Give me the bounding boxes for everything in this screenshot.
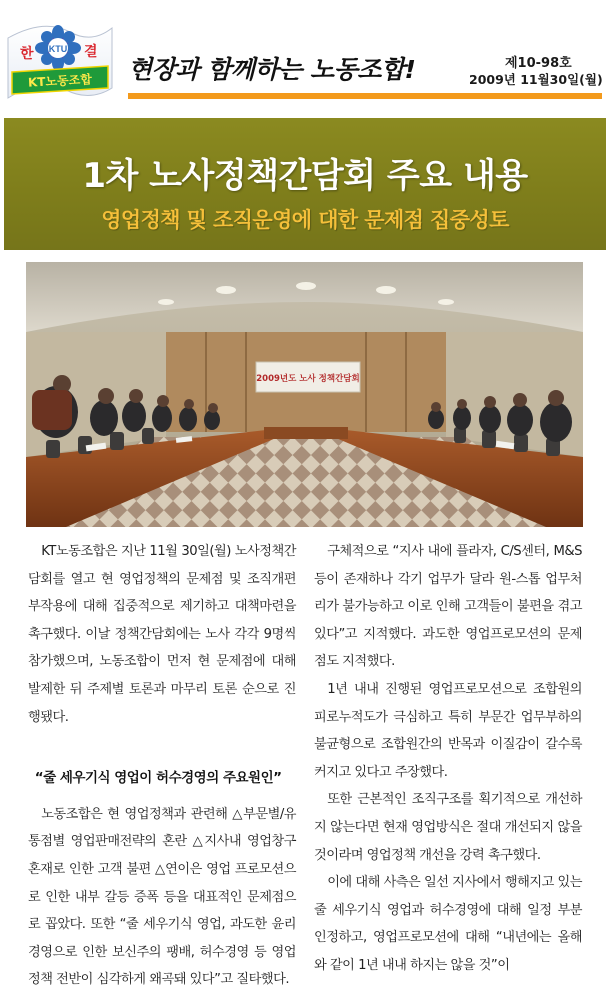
header-divider <box>128 93 602 99</box>
article-paragraph: 1년 내내 진행된 영업프로모션으로 조합원의 피로누적도가 극심하고 특히 부문간 업무부하의 불균형으로 조합원간의 반목과 이질감이 갈수록 커지고 있다고 주장했다. <box>314 681 582 780</box>
stage-sign-text: 2009년도 노사 정책간담회 <box>256 374 360 384</box>
article-column-left <box>28 538 296 994</box>
logo-char-left: 한 <box>20 46 34 62</box>
logo-badge-text: KTU <box>48 44 68 54</box>
article-paragraph: 노동조합은 현 영업정책과 관련해 △부문별/유통점별 영업판매전략의 혼란 △지사내 영업창구 혼재로 인한 고객 불편 △연이은 영업 프로모션으로 인한 내부 갈등 증폭 등을 대표적인 문제점으로 꼽았다. 또한 “줄 세우기식 영업, 과도한 윤리경영으로 인한 보신주의 팽배, 허수경영 등 영업정책 전반이 심각하게 왜곡돼 있다”고 질타했다. <box>28 806 296 988</box>
article-paragraph: 이에 대해 사측은 일선 지사에서 행해지고 있는 줄 세우기식 영업과 허수경영에 대해 일정 부분 인정하고, 영업프로모션에 대해 “내년에는 올해와 같이 1년 내내 하지는 않을 것”이 <box>314 875 582 973</box>
slogan: 현장과 함께하는 노동조합! <box>128 55 416 84</box>
headline-title: 1차 노사정책간담회 주요 내용 <box>82 156 528 196</box>
headline-subtitle: 영업정책 및 조직운영에 대한 문제점 집중성토 <box>101 208 509 232</box>
headline-banner <box>4 118 606 250</box>
meeting-photo <box>26 262 583 527</box>
article-paragraph: KT노동조합은 지난 11월 30일(월) 노사정책간담회를 열고 현 영업정책의 문제점 및 조직개편 부작용에 대해 집중적으로 제기하고 대책마련을 촉구했다. 이날 정책간담회에는 노사 각각 9명씩 참가했으며, 노동조합이 먼저 현 문제점에 대해 발제한 뒤 주제별 토론과 마무리 토론 순으로 진행됐다. <box>28 544 296 725</box>
article-paragraph: 또한 근본적인 조직구조를 획기적으로 개선하지 않는다면 현재 영업방식은 절대 개선되지 않을 것이라며 영업정책 개선을 강력 촉구했다. <box>314 792 582 863</box>
article-column-right <box>314 538 582 980</box>
logo-banner-text: KT노동조합 <box>27 72 93 90</box>
logo-char-right: 결 <box>84 44 98 60</box>
article-paragraph: 구체적으로 “지사 내에 플라자, C/S센터, M&S 등이 존재하나 각기 업무가 달라 원-스톱 업무처리가 불가능하고 이로 인해 고객들이 불편을 겪고 있다”고 지적했다. 과도한 영업프로모션의 문제점도 지적했다. <box>314 544 582 670</box>
issue-number: 제10-98호 <box>505 56 572 71</box>
union-logo-flag <box>4 10 116 110</box>
article-subheading: “줄 세우기식 영업이 허수경영의 주요원인” <box>34 770 282 787</box>
issue-date: 2009년 11월30일(월) <box>469 72 603 87</box>
